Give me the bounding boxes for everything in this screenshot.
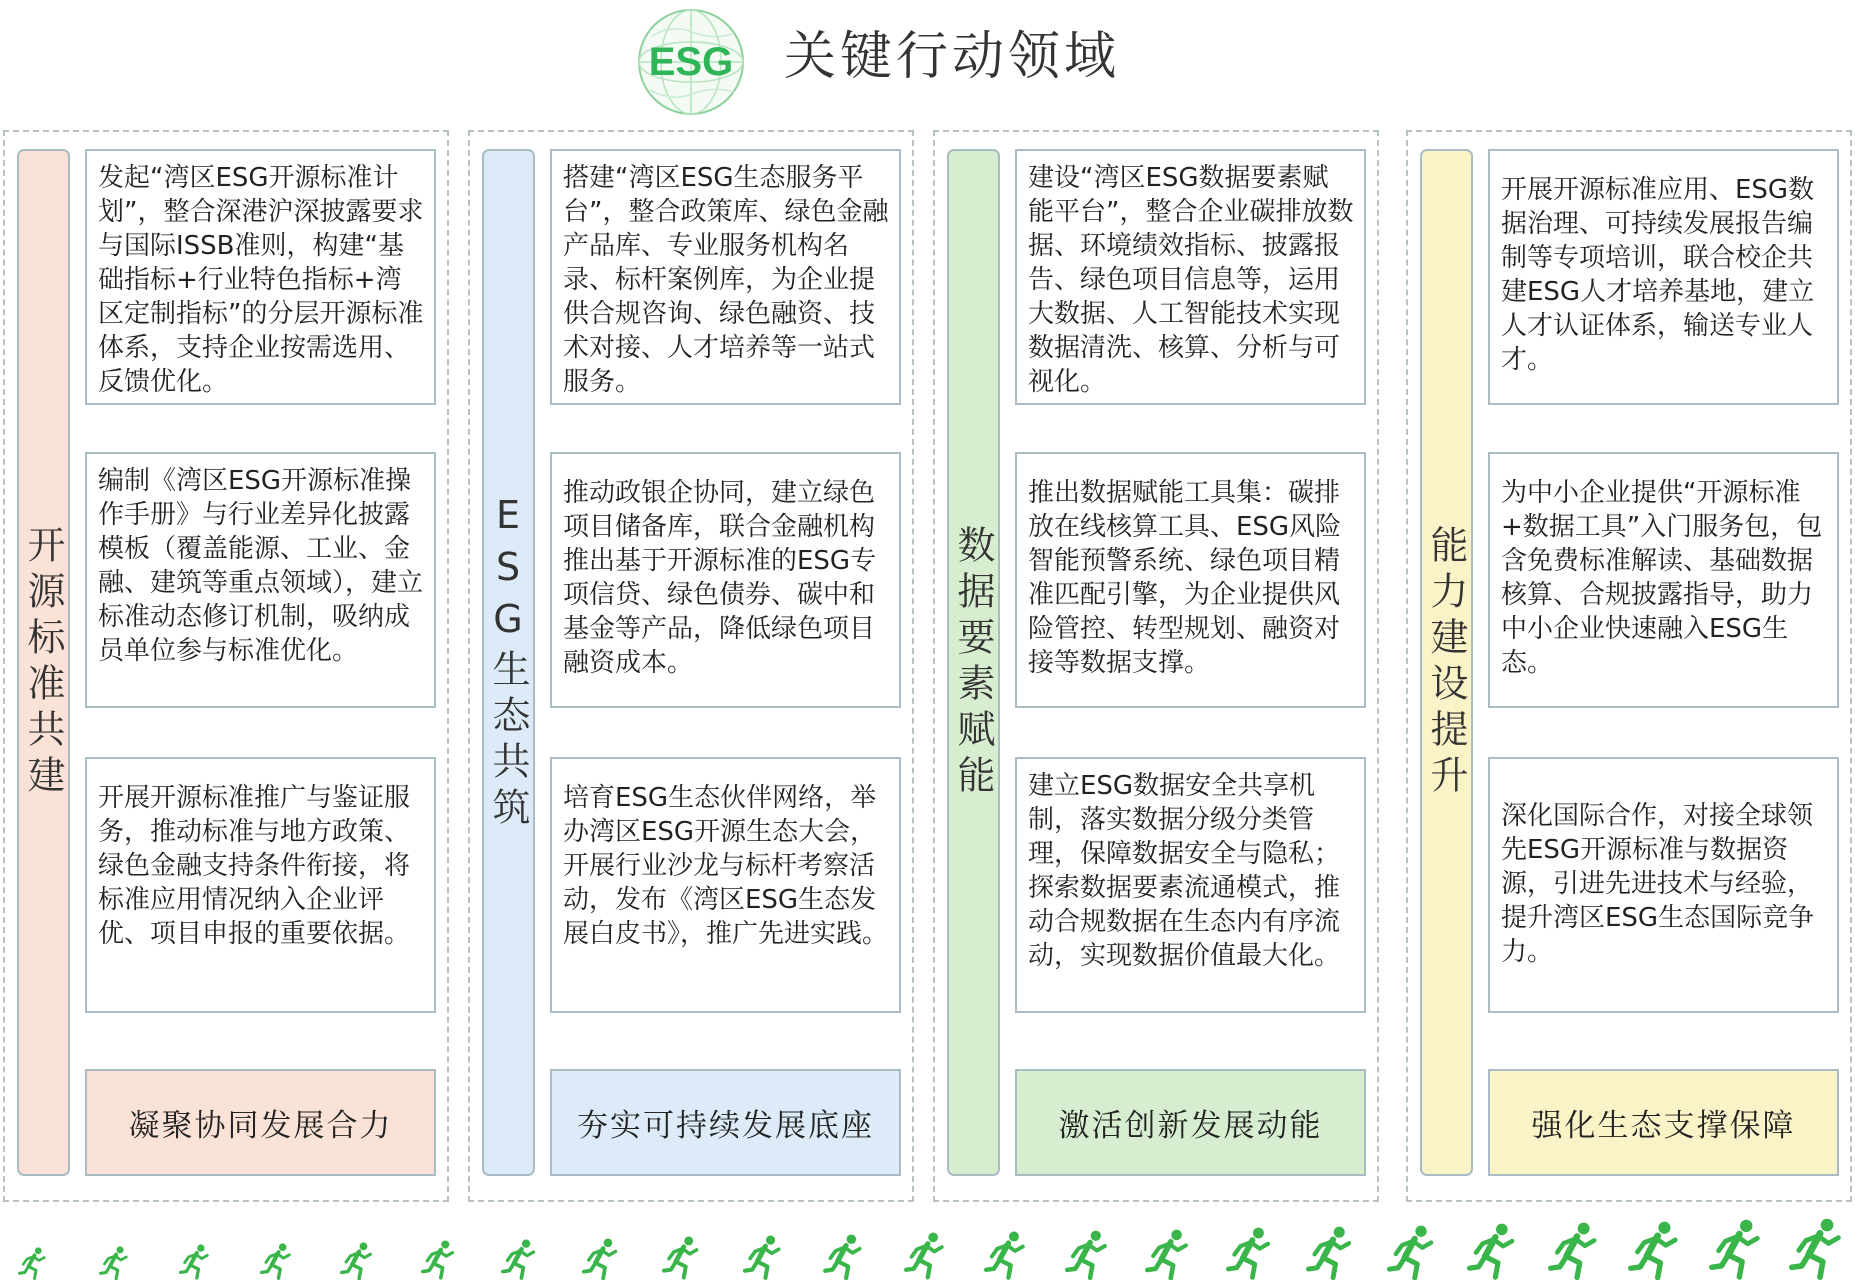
action-card: 为中小企业提供“开源标准+数据工具”入门服务包，包含免费标准解读、基础数据核算、合规披露指导，助力中小企业快速融入ESG生态。 (1488, 452, 1839, 708)
running-figure-icon (1065, 1230, 1111, 1280)
running-figure-icon (1387, 1225, 1437, 1280)
column-data-empowerment (933, 130, 1379, 1202)
running-figure-icon (1628, 1221, 1682, 1280)
pillar-open-standards (17, 149, 70, 1176)
pillar-capacity-building (1420, 149, 1473, 1176)
column-open-standards (3, 130, 449, 1202)
logo-text: ESG (648, 40, 734, 84)
running-figure-icon (99, 1246, 130, 1280)
pillar-label: ESG生态共筑 (486, 492, 530, 833)
running-figures-row (0, 1222, 1855, 1280)
pillar-data-empowerment (947, 149, 1000, 1176)
running-figure-icon (1789, 1218, 1845, 1280)
column-esg-ecosystem (468, 130, 914, 1202)
pillar-label: 数据要素赋能 (951, 524, 995, 801)
pillar-label: 能力建设提升 (1424, 524, 1468, 801)
running-figure-icon (1226, 1227, 1274, 1280)
pillar-esg-ecosystem (482, 149, 535, 1176)
action-card: 开展开源标准应用、ESG数据治理、可持续发展报告编制等专项培训，联合校企共建ESG人才培养基地，建立人才认证体系，输送专业人才。 (1488, 149, 1839, 405)
running-figure-icon (1709, 1219, 1764, 1280)
action-card: 开展开源标准推广与鉴证服务，推动标准与地方政策、绿色金融支持条件衔接，将标准应用情况纳入企业评优、项目申报的重要依据。 (85, 757, 436, 1013)
running-figure-icon (1548, 1222, 1601, 1280)
action-card: 建设“湾区ESG数据要素赋能平台”，整合企业碳排放数据、环境绩效指标、披露报告、绿色项目信息等，运用大数据、人工智能技术实现数据清洗、核算、分析与可视化。 (1015, 149, 1366, 405)
action-card: 推动政银企协同，建立绿色项目储备库，联合金融机构推出基于开源标准的ESG专项信贷、绿色债券、碳中和基金等产品，降低绿色项目融资成本。 (550, 452, 901, 708)
action-card: 发起“湾区ESG开源标准计划”，整合深港沪深披露要求与国际ISSB准则，构建“基础指标+行业特色指标+湾区定制指标”的分层开源标准体系，支持企业按需选用、反馈优化。 (85, 149, 436, 405)
action-card: 编制《湾区ESG开源标准操作手册》与行业差异化披露模板（覆盖能源、工业、金融、建筑等重点领域），建立标准动态修订机制，吸纳成员单位参与标准优化。 (85, 452, 436, 708)
summary-box: 夯实可持续发展底座 (550, 1069, 901, 1176)
summary-box: 激活创新发展动能 (1015, 1069, 1366, 1176)
running-figure-icon (1306, 1226, 1355, 1280)
page-title: 关键行动领域 (784, 27, 1121, 87)
action-card: 深化国际合作，对接全球领先ESG开源标准与数据资源，引进先进技术与经验，提升湾区ESG生态国际竞争力。 (1488, 757, 1839, 1013)
action-card: 搭建“湾区ESG生态服务平台”，整合政策库、绿色金融产品库、专业服务机构名录、标杆案例库，为企业提供合规咨询、绿色融资、技术对接、人才培养等一站式服务。 (550, 149, 901, 405)
running-figure-icon (340, 1242, 375, 1280)
running-figure-icon (904, 1232, 947, 1280)
action-card: 培育ESG生态伙伴网络，举办湾区ESG开源生态大会，开展行业沙龙与标杆考察活动，发布《湾区ESG生态发展白皮书》，推广先进实践。 (550, 757, 901, 1013)
summary-box: 强化生态支撑保障 (1488, 1069, 1839, 1176)
running-figure-icon (1145, 1229, 1192, 1280)
column-capacity-building (1406, 130, 1852, 1202)
running-figure-icon (260, 1243, 294, 1280)
running-figure-icon (501, 1239, 538, 1280)
running-figure-icon (984, 1231, 1028, 1280)
summary-box: 凝聚协同发展合力 (85, 1069, 436, 1176)
running-figure-icon (662, 1236, 702, 1280)
running-figure-icon (18, 1247, 48, 1280)
esg-globe-logo-icon (632, 6, 750, 118)
running-figure-icon (179, 1244, 211, 1280)
action-card: 推出数据赋能工具集：碳排放在线核算工具、ESG风险智能预警系统、绿色项目精准匹配引擎，为企业提供风险管控、转型规划、融资对接等数据支撑。 (1015, 452, 1366, 708)
header (0, 0, 1855, 125)
action-card: 建立ESG数据安全共享机制，落实数据分级分类管理，保障数据安全与隐私；探索数据要素流通模式，推动合规数据在生态内有序流动，实现数据价值最大化。 (1015, 757, 1366, 1013)
running-figure-icon (823, 1234, 865, 1280)
running-figure-icon (743, 1235, 784, 1280)
pillar-label: 开源标准共建 (21, 524, 65, 801)
running-figure-icon (421, 1240, 457, 1280)
running-figure-icon (582, 1238, 620, 1280)
running-figure-icon (1467, 1223, 1519, 1280)
